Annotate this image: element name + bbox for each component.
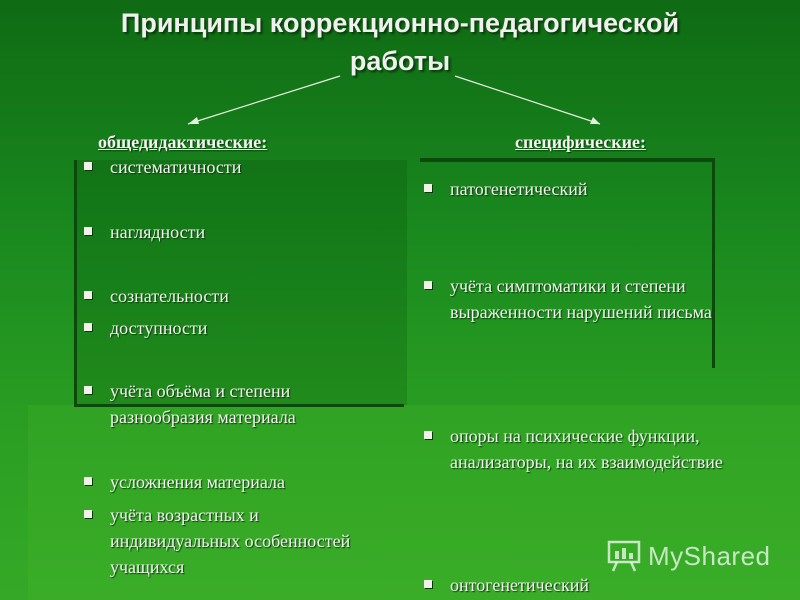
square-bullet-icon: [424, 431, 432, 439]
square-bullet-icon: [84, 477, 92, 485]
slide-title-line-2: работы: [349, 46, 451, 76]
specific-principle-item: [422, 423, 770, 475]
square-bullet-icon: [84, 227, 92, 235]
square-bullet-icon: [424, 184, 432, 192]
arrow-right-head: [590, 117, 600, 124]
general-principle-item: [82, 283, 410, 309]
slide-title: [0, 4, 800, 80]
square-bullet-icon: [424, 580, 432, 588]
square-bullet-icon: [84, 291, 92, 299]
slide-title-line-1: Принципы коррекционно-педагогической: [120, 8, 680, 38]
right-panel-divider-top: [420, 158, 715, 162]
specific-principle-item: [422, 176, 790, 202]
general-principle-item: [82, 502, 370, 580]
specific-principle-text: патогенетический: [450, 179, 588, 199]
general-principle-text: учёта возрастных и индивидуальных особенностей учащихся: [110, 505, 351, 577]
general-principle-text: систематичности: [110, 157, 242, 177]
general-principle-text: учёта объёма и степени разнообразия материала: [110, 381, 296, 427]
general-principle-item: [82, 219, 410, 245]
arrow-left: [188, 76, 340, 124]
square-bullet-icon: [84, 510, 92, 518]
general-principle-item: [82, 378, 375, 430]
general-principle-text: усложнения материала: [110, 472, 286, 492]
specific-principle-text: опоры на психические функции, анализаторы, на их взаимодействие: [450, 426, 723, 472]
general-principle-item: [82, 315, 410, 341]
specific-principles-heading: специфические:: [515, 132, 646, 152]
specific-principle-text: учёта симптоматики и степени выраженности нарушений письма: [450, 276, 712, 322]
general-principle-item: [82, 154, 410, 180]
presentation-board-icon: [606, 539, 642, 573]
square-bullet-icon: [84, 323, 92, 331]
arrow-right: [455, 76, 600, 124]
arrow-left-head: [188, 117, 199, 124]
general-principle-item: [82, 469, 410, 495]
square-bullet-icon: [84, 162, 92, 170]
specific-principle-text: онтогенетический: [450, 575, 590, 595]
general-principle-text: доступности: [110, 318, 208, 338]
general-principle-text: сознательности: [110, 286, 229, 306]
myshared-watermark: [606, 536, 771, 576]
square-bullet-icon: [84, 386, 92, 394]
square-bullet-icon: [424, 281, 432, 289]
general-principles-heading: общедидактические:: [98, 132, 268, 152]
watermark-text: MyShared: [648, 540, 771, 571]
specific-principle-item: [422, 273, 780, 325]
general-principle-text: наглядности: [110, 222, 206, 242]
